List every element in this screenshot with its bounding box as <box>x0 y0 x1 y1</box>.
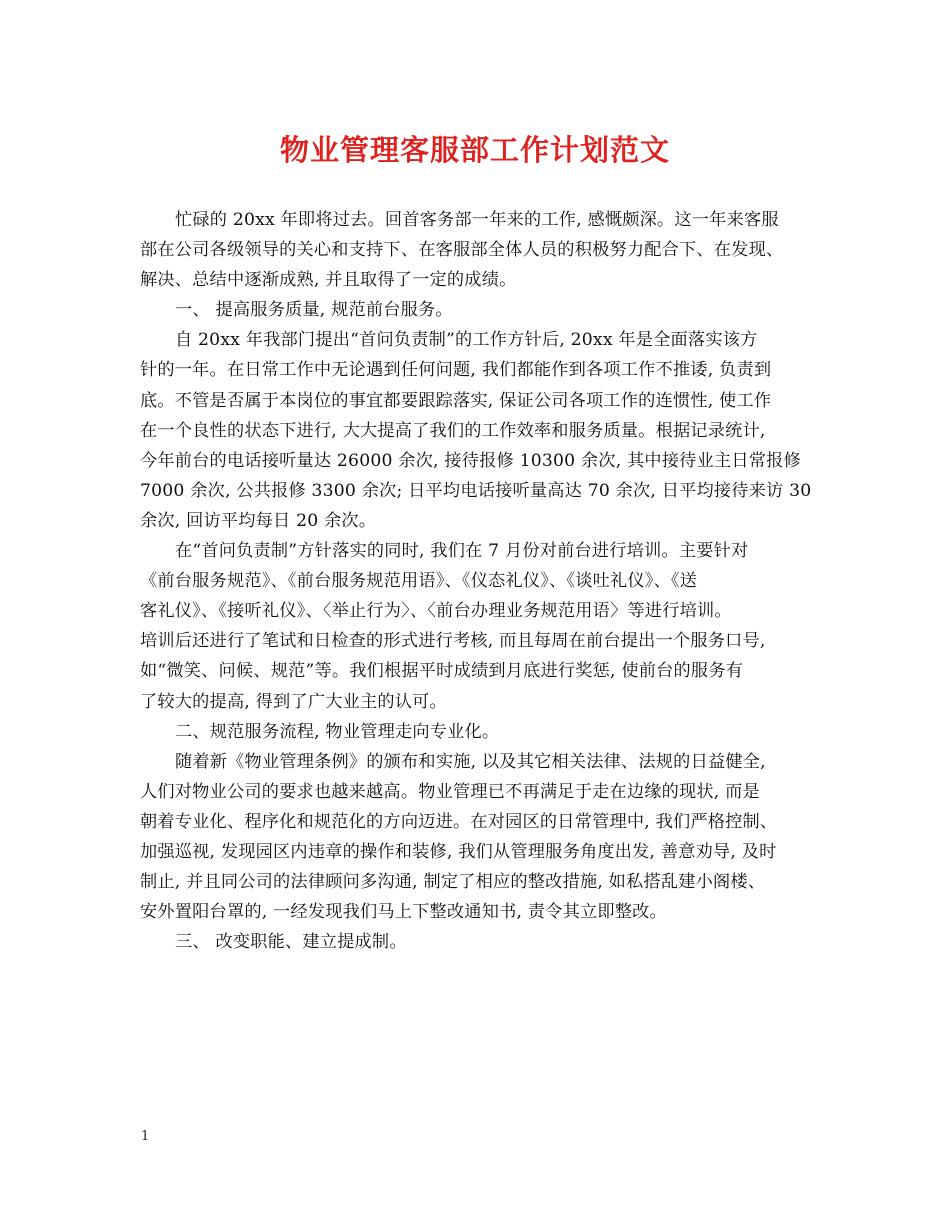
paragraph-line: 随着新《物业管理条例》的颁布和实施, 以及其它相关法律、法规的日益健全, <box>175 751 766 772</box>
section-heading: 二、规范服务流程, 物业管理走向专业化。 <box>175 721 500 742</box>
paragraph-line: 忙碌的 20xx 年即将过去。回首客务部一年来的工作, 感慨颇深。这一年来客服 <box>175 210 779 230</box>
document-body <box>140 205 830 957</box>
paragraph-line: 解决、总结中逐渐成熟, 并且取得了一定的成绩。 <box>140 270 517 291</box>
document-title: 物业管理客服部工作计划范文 <box>279 133 670 167</box>
paragraph-line: 朝着专业化、程序化和规范化的方向迈进。在对园区的日常管理中, 我们严格控制、 <box>140 811 778 832</box>
paragraph-line: 《前台服务规范》、《前台服务规范用语》、《仪态礼仪》、《谈吐礼仪》、《送 <box>140 571 698 592</box>
paragraph-line: 制止, 并且同公司的法律顾问多沟通, 制定了相应的整改措施, 如私搭乱建小阁楼、 <box>140 872 766 893</box>
paragraph-line: 在“首问负责制”方针落实的同时, 我们在 7 月份对前台进行培训。主要针对 <box>175 541 749 562</box>
paragraph-line: 客礼仪》、《接听礼仪》、〈举止行为〉、〈前台办理业务规范用语〉等进行培训。 <box>140 601 732 622</box>
paragraph-line: 7000 余次, 公共报修 3300 余次; 日平均电话接听量高达 70 余次, 日平均接待来访 30 <box>140 480 812 501</box>
paragraph-line: 自 20xx 年我部门提出“首问负责制”的工作方针后, 20xx 年是全面落实该方 <box>175 330 758 351</box>
paragraph-line: 部在公司各级领导的关心和支持下、在客服部全体人员的积极努力配合下、在发现、 <box>140 240 784 261</box>
paragraph-line: 安外置阳台罩的, 一经发现我们马上下整改通知书, 责令其立即整改。 <box>140 902 667 923</box>
paragraph-line: 针的一年。在日常工作中无论遇到任何问题, 我们都能作到各项工作不推诿, 负责到 <box>140 360 772 381</box>
section-heading: 三、 改变职能、建立提成制。 <box>175 932 407 953</box>
paragraph-line: 人们对物业公司的要求也越来越高。物业管理已不再满足于走在边缘的现状, 而是 <box>140 781 760 802</box>
paragraph-line: 培训后还进行了笔试和日检查的形式进行考核, 而且每周在前台提出一个服务口号, <box>140 631 766 652</box>
paragraph-line: 如“微笑、问候、规范”等。我们根据平时成绩到月底进行奖惩, 使前台的服务有 <box>140 661 744 682</box>
paragraph-line: 余次, 回访平均每日 20 余次。 <box>140 510 377 531</box>
paragraph-line: 加强巡视, 发现园区内违章的操作和装修, 我们从管理服务角度出发, 善意劝导, 及时 <box>140 841 777 862</box>
paragraph-line: 在一个良性的状态下进行, 大大提高了我们的工作效率和服务质量。根据记录统计, <box>140 420 766 441</box>
paragraph-line: 底。不管是否属于本岗位的事宜都要跟踪落实, 保证公司各项工作的连惯性, 使工作 <box>140 390 772 411</box>
section-heading: 一、 提高服务质量, 规范前台服务。 <box>175 300 453 321</box>
paragraph-line: 今年前台的电话接听量达 26000 余次, 接待报修 10300 余次, 其中接待业主日常报修 <box>140 450 801 471</box>
page-number: 1 <box>141 1129 150 1144</box>
paragraph-line: 了较大的提高, 得到了广大业主的认可。 <box>140 691 447 712</box>
